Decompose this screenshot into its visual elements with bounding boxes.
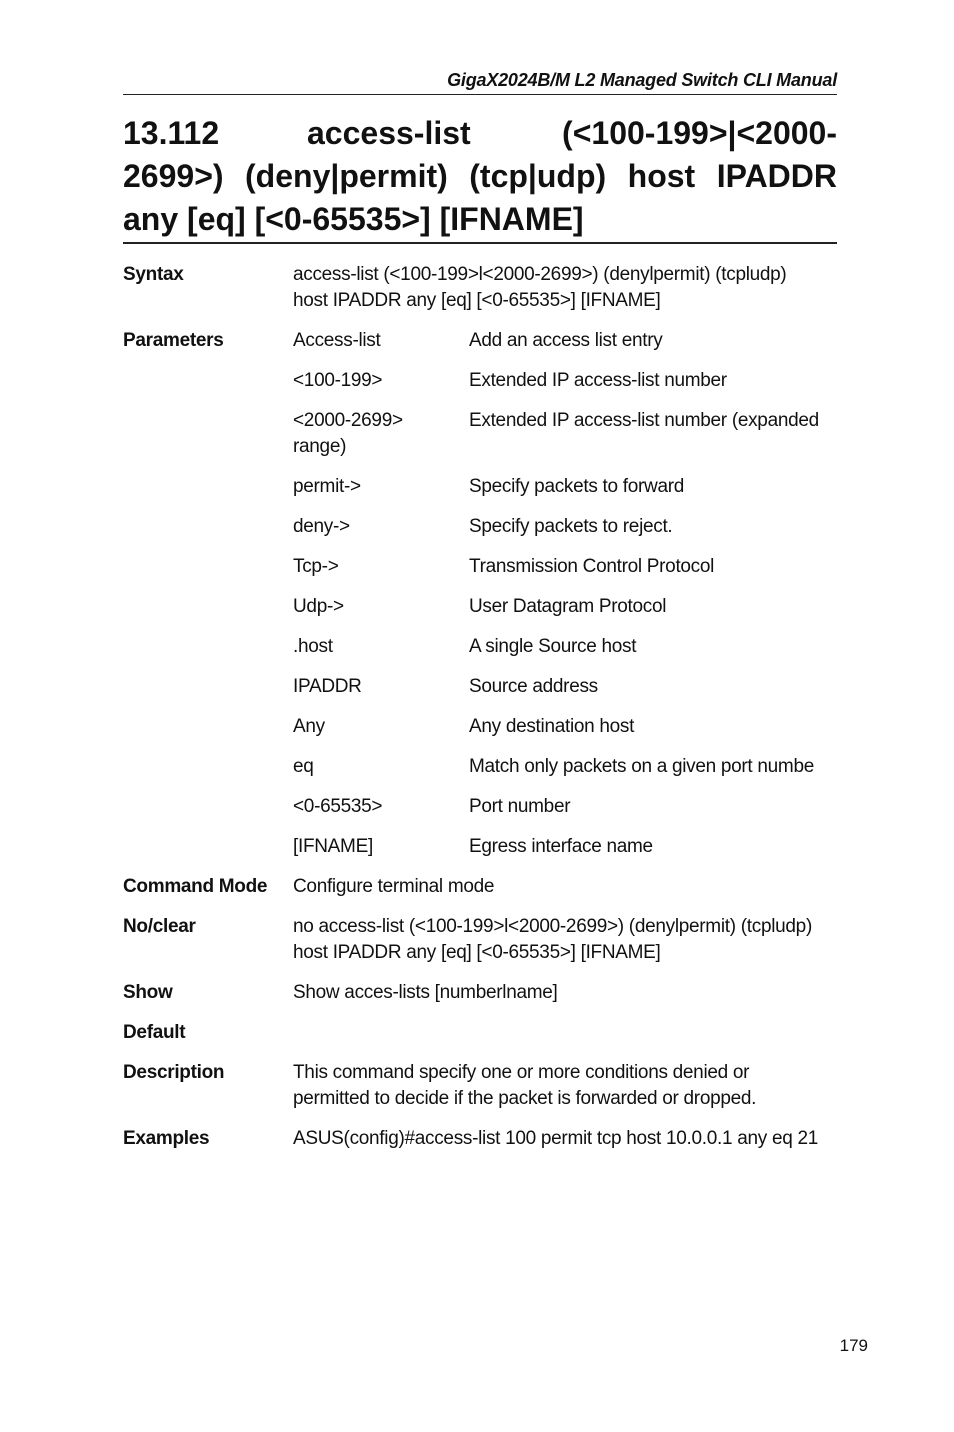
command-mode-label: Command Mode	[123, 876, 268, 897]
parameter-desc: Source address	[469, 676, 598, 697]
parameter-desc: Specify packets to reject.	[469, 516, 673, 537]
examples-value: ASUS(config)#access-list 100 permit tcp host 10.0.0.1 any eq 21	[293, 1128, 818, 1149]
parameters-table	[293, 328, 853, 860]
parameter-name: <0-65535>	[293, 796, 383, 817]
section-title	[123, 112, 837, 241]
parameter-desc: Extended IP access-list number	[469, 370, 727, 391]
examples-row	[123, 1126, 853, 1152]
parameters-label: Parameters	[123, 330, 224, 351]
parameter-name: permit->	[293, 476, 361, 497]
syntax-line: host IPADDR any [eq] [<0-65535>] [IFNAME]	[293, 290, 661, 311]
title-rule	[123, 242, 837, 244]
default-value	[293, 1020, 853, 1046]
parameter-row	[293, 794, 853, 820]
description-label: Description	[123, 1062, 225, 1083]
parameter-row	[293, 674, 853, 700]
parameter-row	[293, 328, 853, 354]
no-clear-row	[123, 914, 853, 966]
parameter-name: [IFNAME]	[293, 836, 373, 857]
description-line: permitted to decide if the packet is forwarded or dropped.	[293, 1088, 757, 1109]
syntax-row	[123, 262, 853, 314]
parameter-name: <2000-2699>	[293, 410, 403, 431]
syntax-value	[293, 262, 853, 314]
parameter-row	[293, 754, 853, 780]
description-line: This command specify one or more conditions denied or	[293, 1062, 750, 1083]
parameter-row	[293, 514, 853, 540]
parameter-desc: Specify packets to forward	[469, 476, 685, 497]
parameter-row	[293, 714, 853, 740]
parameter-name: IPADDR	[293, 676, 362, 697]
examples-label: Examples	[123, 1128, 210, 1149]
parameter-name: eq	[293, 756, 314, 777]
parameter-desc: A single Source host	[469, 636, 637, 657]
parameter-desc: Port number	[469, 796, 571, 817]
page-number: 179	[839, 1336, 868, 1355]
parameter-row	[293, 408, 853, 434]
parameter-name-continued: range)	[293, 436, 347, 457]
default-label: Default	[123, 1022, 186, 1043]
parameter-name: .host	[293, 636, 333, 657]
parameter-name: Tcp->	[293, 556, 339, 577]
parameter-row	[293, 368, 853, 394]
default-row	[123, 1020, 853, 1046]
parameter-row	[293, 554, 853, 580]
show-label: Show	[123, 982, 173, 1003]
parameter-name: deny->	[293, 516, 350, 537]
header-rule	[123, 94, 837, 95]
description-value	[293, 1060, 853, 1112]
no-clear-line: host IPADDR any [eq] [<0-65535>] [IFNAME]	[293, 942, 661, 963]
command-mode-row	[123, 874, 853, 900]
parameter-row	[293, 594, 853, 620]
syntax-label: Syntax	[123, 264, 184, 285]
parameter-desc: Transmission Control Protocol	[469, 556, 715, 577]
parameter-desc: Add an access list entry	[469, 330, 663, 351]
parameter-row	[293, 474, 853, 500]
command-reference	[123, 262, 853, 1152]
parameter-name: <100-199>	[293, 370, 383, 391]
parameter-desc: Extended IP access-list number (expanded	[469, 410, 819, 431]
parameter-row	[293, 834, 853, 860]
parameter-name: Udp->	[293, 596, 344, 617]
parameters-row	[123, 328, 853, 860]
parameter-desc: User Datagram Protocol	[469, 596, 667, 617]
show-row	[123, 980, 853, 1006]
parameter-desc: Any destination host	[469, 716, 635, 737]
no-clear-line: no access-list (<100-199>l<2000-2699>) (denylpermit) (tcpludp)	[293, 916, 812, 937]
no-clear-value	[293, 914, 853, 966]
no-clear-label: No/clear	[123, 916, 196, 937]
parameter-row	[293, 634, 853, 660]
parameter-desc: Egress interface name	[469, 836, 653, 857]
show-value: Show acces-lists [numberlname]	[293, 982, 558, 1003]
running-header: GigaX2024B/M L2 Managed Switch CLI Manual	[447, 70, 837, 90]
syntax-line: access-list (<100-199>l<2000-2699>) (denylpermit) (tcpludp)	[293, 264, 787, 285]
parameter-desc: Match only packets on a given port numbe	[469, 756, 814, 777]
command-mode-value: Configure terminal mode	[293, 876, 495, 897]
parameter-name: Any	[293, 716, 325, 737]
description-row	[123, 1060, 853, 1112]
section-title-text: access-list (<100-199>|<2000-2699>) (deny|permit) (tcp|udp) host IPADDR any [eq] [<0-65535>] [IFNAME]	[123, 115, 837, 237]
section-number: 13.112	[123, 115, 220, 151]
parameter-name: Access-list	[293, 330, 381, 351]
